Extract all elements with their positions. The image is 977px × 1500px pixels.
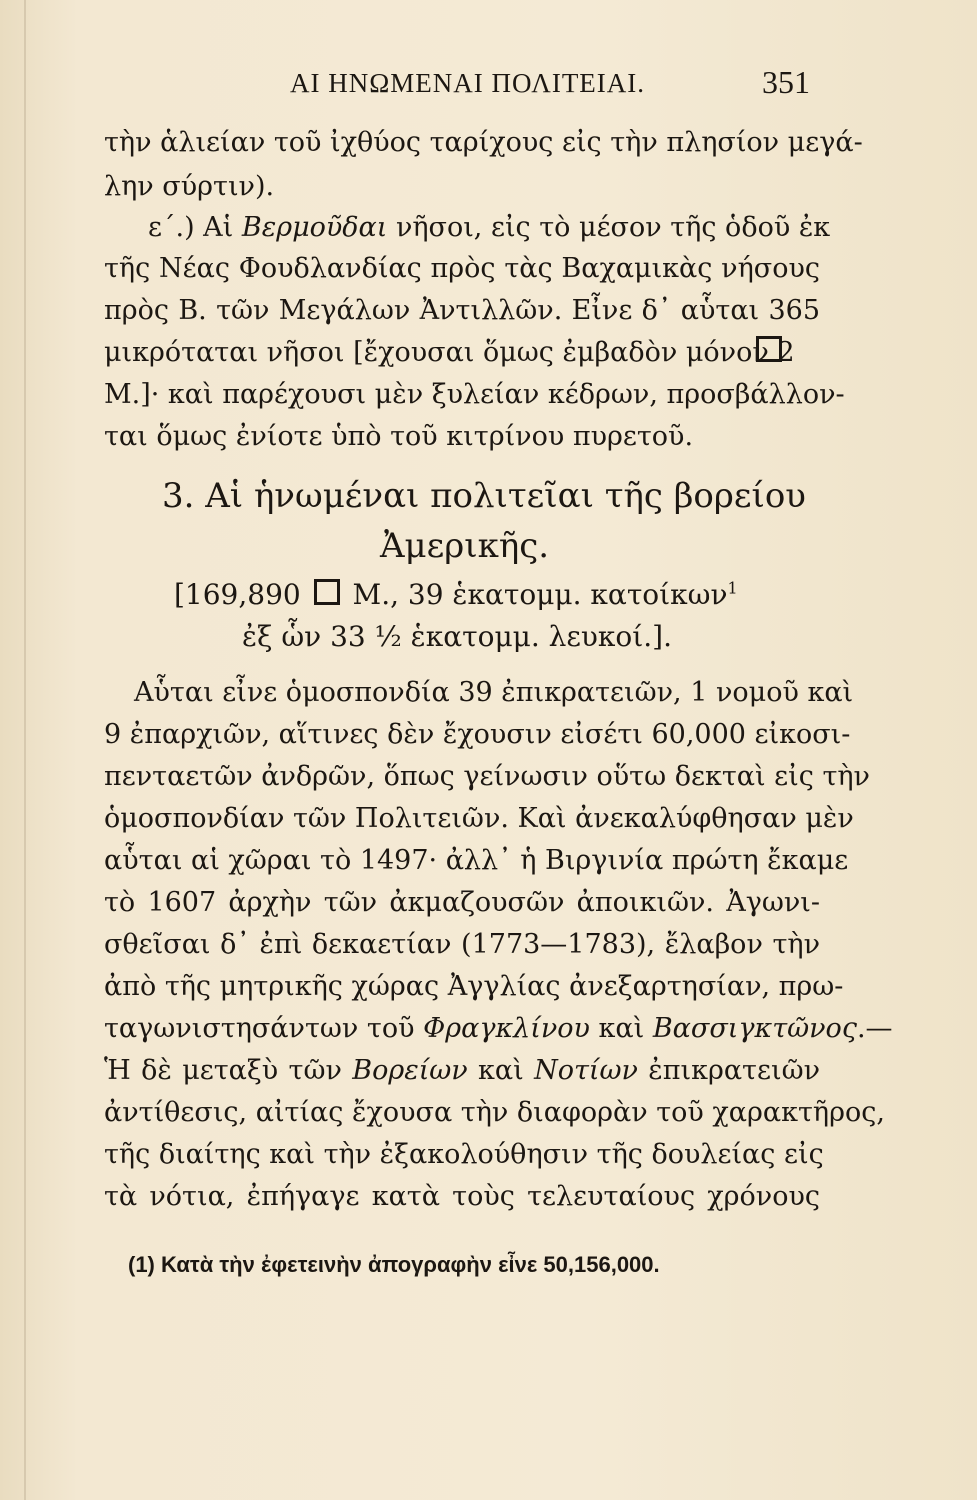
text-line: τῆς διαίτης καὶ τὴν ἐξακολούθησιν τῆς δουλείας εἰς xyxy=(104,1139,824,1170)
text-line: αὗται αἱ χῶραι τὸ 1497· ἀλλ᾽ ἡ Βιργινία πρώτη ἔκαμε xyxy=(104,845,849,876)
text-line: ἀπὸ τῆς μητρικῆς χώρας Ἀγγλίας ἀνεξαρτησίαν, πρω- xyxy=(104,971,844,1002)
text-line: Ἡ δὲ μεταξὺ τῶν Βορείων καὶ Νοτίων ἐπικρατειῶν xyxy=(104,1055,820,1086)
text-line: 9 ἐπαρχιῶν, αἵτινες δὲν ἔχουσιν εἰσέτι 60,000 εἰκοσι- xyxy=(104,719,851,750)
text-line: ἀντίθεσις, αἰτίας ἔχουσα τὴν διαφορὰν τοῦ χαρακτῆρος, xyxy=(104,1097,885,1128)
statistics-line: [169,890 Μ., 39 ἑκατομμ. κατοίκων$^1$ xyxy=(174,578,738,611)
text-line: τῆς Νέας Φουδλανδίας πρὸς τὰς Βαχαμικὰς νήσους xyxy=(104,253,820,284)
text-line: τὸ 1607 ἀρχὴν τῶν ἀκμαζουσῶν ἀποικιῶν. Ἀγωνι- xyxy=(104,887,820,918)
text-line: τὰ νότια, ἐπήγαγε κατὰ τοὺς τελευταίους χρόνους xyxy=(104,1181,820,1212)
italic-name: Βερμοῦδαι xyxy=(241,212,388,243)
text-line: τὴν ἁλιείαν τοῦ ἰχθύος ταρίχους εἰς τὴν πλησίον μεγά- xyxy=(104,127,863,158)
italic-name: Βασσιγκτῶνος xyxy=(652,1013,857,1044)
text-line: ὁμοσπονδίαν τῶν Πολιτειῶν. Καὶ ἀνεκαλύφθησαν μὲν xyxy=(104,803,854,834)
text-line: ταγωνιστησάντων τοῦ Φραγκλίνου καὶ Βασσιγκτῶνος.— xyxy=(104,1013,893,1044)
text-line: σθεῖσαι δ᾽ ἐπὶ δεκαετίαν (1773—1783), ἔλαβον τὴν xyxy=(104,929,820,960)
text-line: Μ.]· καὶ παρέχουσι μὲν ξυλείαν κέδρων, προσβάλλον- xyxy=(104,379,845,410)
text-line: Αὗται εἶνε ὁμοσπονδία 39 ἐπικρατειῶν, 1 νομοῦ καὶ xyxy=(134,677,854,708)
running-header: ΑΙ ΗΝΩΜΕΝΑΙ ΠΟΛΙΤΕΙΑΙ. xyxy=(290,68,646,98)
section-title: 3. Αἱ ἡνωμέναι πολιτεῖαι τῆς βορείου xyxy=(162,476,806,516)
italic-name: Νοτίων xyxy=(534,1055,638,1086)
page-number: 351 xyxy=(762,64,810,100)
italic-name: Βορείων xyxy=(352,1055,468,1086)
text-line: πρὸς Β. τῶν Μεγάλων Ἀντιλλῶν. Εἶνε δ᾽ αὗται 365 xyxy=(104,295,820,326)
text-line: πενταετῶν ἀνδρῶν, ὅπως γείνωσιν οὕτω δεκταὶ εἰς τὴν xyxy=(104,761,870,792)
square-symbol xyxy=(314,579,340,605)
statistics-line: ἐξ ὧν 33 ½ ἑκατομμ. λευκοί.]. xyxy=(242,620,672,653)
text-line: λην σύρτιν). xyxy=(104,171,275,202)
text-line: ε΄.) Αἱ Βερμοῦδαι νῆσοι, εἰς τὸ μέσον τῆς ὁδοῦ ἐκ xyxy=(148,212,831,243)
section-title-continued: Ἀμερικῆς. xyxy=(380,526,550,566)
binding-shadow xyxy=(24,0,26,1500)
italic-name: Φραγκλίνου xyxy=(423,1013,590,1044)
square-symbol xyxy=(756,336,782,362)
footnote: (1) Κατὰ τὴν ἐφετεινὴν ἀπογραφὴν εἶνε 50,156,000. xyxy=(128,1252,660,1277)
text-line: μικρόταται νῆσοι [ἔχουσαι ὅμως ἐμβαδὸν μόνον 2 xyxy=(104,337,795,368)
text-line: ται ὅμως ἐνίοτε ὑπὸ τοῦ κιτρίνου πυρετοῦ. xyxy=(104,421,694,452)
